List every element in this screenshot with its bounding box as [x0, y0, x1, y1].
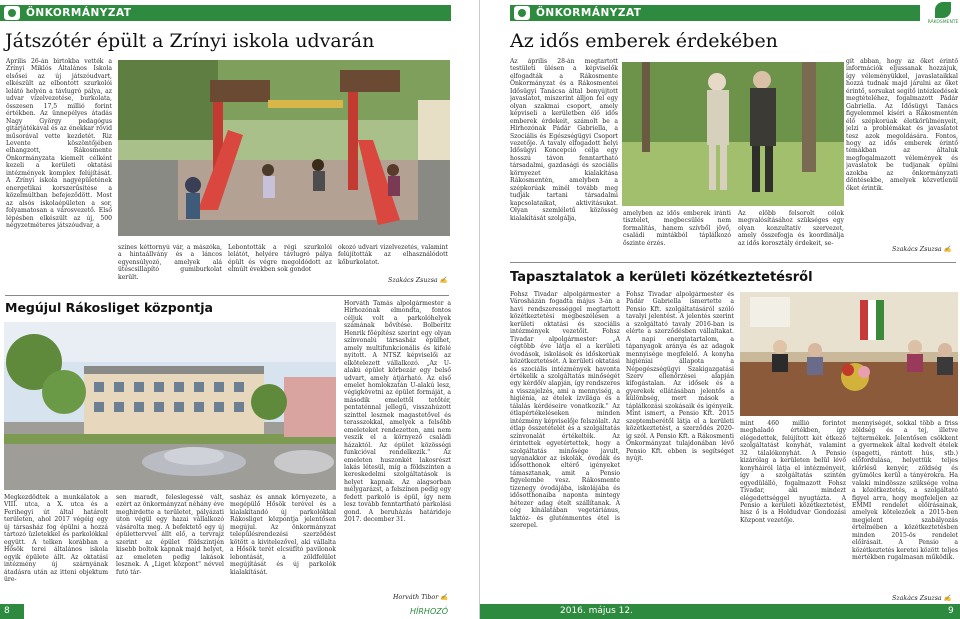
rakosmente-logo [925, 2, 960, 32]
section-banner [0, 5, 451, 21]
section-banner [510, 5, 920, 21]
article2-column-3: sasház és annak környezete, a megépülő Hősök terével és a kialakítandó új parkolókkal Rákosliget központja jelentősen megújul. Az önkormányzat településrendezési szerződést kötött a kivitelezővel, aki vállalta a Hősök terét elcsúfító pavilonok lebontását, a zöldfelület megújítását és új parkolók kialakítását. [230, 494, 336, 576]
footer-bar [480, 604, 960, 619]
divider [5, 295, 449, 296]
logo-text: RÁKOSMENTE [927, 20, 959, 25]
article2-column-1: Megkezdődtek a munkálatok a VIII. utca, a X. utca és a Ferihegyi út által határolt területen, ahol 2017 végéig egy új társasház fog épülni a hozzá tartozó üzletekkel és parkolókkal együtt. A telken korábban a Hősök terei általános iskola egyik épülete állt. Az oktatási intézmény új szárnyának átadásra után az itteni objektum üre- [4, 494, 108, 583]
section-label: ÖNKORMÁNYZAT [26, 7, 132, 19]
article2-column-3: mint 460 millió forintot meghaladó értékben, így elégedettek, felújított két étkező szolgáltatást konyhát, valamint 32 tálalókonyhát. A Pensio kizárólag a kerületen belül lévő konyháiról látja el intézményeit, így a szolgáltatás szintén egyedülálló, fogalmazott Fohsz Tivadar, aki mindezt elégedettséggel nyugtázta. A Pensio a kerületi közétkeztetést, hisz ő is a Holdudvar Gondozási Központ vezetője. [740, 420, 846, 524]
crest-icon [514, 6, 530, 20]
article2-signature: Horváth Tibor ✍ [393, 594, 449, 601]
article2-column-1: Fohsz Tivadar alpolgármester a Városházán fogadta május 3-án a havi rendszerességgel megtartott közétkeztetési megbeszélésen a kerületi oktatási és szociális intézmények vezetőit. Fohsz Tivadar alpolgármester: „A cégtöbb éve látja el a kerületi óvodások, iskolások és időskorúak közétkeztetését. A kerületi oktatási és szociális intézmények havonta értékelik a szolgáltatás minőségét egy kérdőív alapján, így rendszeres a visszajelzés, ami a mennyiség, a higiénia, az ételek ízvilága és a tálalás kérdéseire vonatkozik." Az étlapértékeléseken minden intézmény képviselője felszólalt. Az étlap összetételét és a szolgáltatás színvonalát értékelték. Az érintettek egyetértettek, hogy a szolgáltatás minősége javult, ugyanakkor az iskolák, óvodák és idősotthonok eltérő igényeket támasztanak, amit a Pensio figyelembe vesz. Rákosmente tizenegy óvodájába, iskolájába és idősotthonaiba naponta mintegy hétezer adag ételt szállítanak. A cég kínálatában vegetáriánus, laktóz- és gluténmentes étel is szerepel. [510, 291, 620, 530]
footer-bar [0, 604, 24, 619]
issue-date: 2016. május 12. [560, 606, 633, 616]
leaf-icon [935, 2, 951, 18]
article-column-2: amelyben az idős emberek iránti tisztelet, megbecsülés nem formalitás, hanem szívből jövő, családi mintákból táplálkozó őszinte érzés. [623, 210, 731, 247]
page-number: 9 [948, 606, 954, 616]
divider [510, 262, 956, 263]
article-column-1: Április 26-án birtokba vették a Zrínyi Miklós Általános Iskola elsősei az új játszóudvart, elkészült az elbontott szurkolói lelátó helyén a távlugró pálya, az udvar vízelvezetése, burkolata, összesen 17,5 millió forint értékben. Az ünnepélyes átadás Nagy György pedagógus gitárjátékával és az énekkar rövid műsorával vette kezdetét. Riz Levente köszöntőjében elhangzott, Rákosmente Önkormányzata kiemelt célként kezeli a kerületi oktatási intézmények komplex felújítását. A Zrínyi iskola nagyépületének energetikai korszerűsítése a közelmúltban befejeződött. Most az alsós iskolaépületen a sor, folyamatosan a városvezető. Első lépésben elkészült az új, 500 négyzetméteres játszóudvar, a [6, 58, 112, 229]
article-column-4: gít abban, hogy az őket érintő információk eljussanak hozzájuk, így véleményükkel, javaslataikkal hozzá tudnak majd járulni az őket érintő, sorsukat segítő intézkedések megtételéhez, fogalmazott Pádár Gabriella. Az Idősügyi Tanács figyelemmel kíséri a Rákosmentén élő szépkorúak életkörülményeit, jelzi a problémákat és javaslatot tesz azok megoldására. Fontos, hogy az idős emberek érintő témákban az általuk megfogalmazott vélemények és javaslatok be tudjanak épülni azokba az önkormányzati döntésekbe, amelyek közvetlenül őket érintik. [846, 58, 958, 192]
right-page [480, 0, 960, 619]
article2-title: Tapasztalatok a kerületi közétkeztetésről [510, 270, 813, 285]
article2-title: Megújul Rákosliget központja [5, 300, 213, 315]
section-label: ÖNKORMÁNYZAT [536, 7, 642, 19]
article-column-2: színes kéttornyú vár, a mászóka, a hintaállvány és a láncos egyensúlyozó, amelyek alá ütéscsillapító gumiburkolat került. [118, 244, 222, 281]
article2-column-2: Fohsz Tivadar alpolgármester és Pádár Gabriella ismertette a Pensio Kft. szolgáltatásáról szóló tavalyi jelentést. A jelentés szerint a szolgáltató tavaly 2016-ban is elérte a szerződésben vállaltakat. A napi energiatartalom, a tápanyagok aránya és az adagok mennyisége megfelelő. A konyha higiéniai állapota a Népegészségügyi Szakigazgatási Szerv ellenőrzései alapján kifogástalan. Az idősek és a gyerekek ellátásában jelentős a különbség, mert mások a táplálkozási szokásaik és igényeik. Mint ismert, a Pensio Kft. 2015 szeptemberétől látja el a kerületi közétkeztetést, a szerződés 2020-ig szól. A Pensio Kft. a Rákosmenti Önkormányzat tulajdonában lévő Pensio Kft. ebben is segítséget nyújt. [626, 291, 734, 462]
article-column-1: Az április 28-án megtartott testületi ülésen a képviselők elfogadták a Rákosmente Önkormányzat és a Rákosmentei Idősügyi Tanácsa által benyújtott javaslatot, miszerint álljon fel egy olyan szakmai csoport, amely képviseli a kerületben élő idős emberek érdekeit, számolt be a Hírhozónak Pádár Gabriella, a Szociális és Egészségügyi Csoport vezetője. A tavaly elfogadott helyi Idősügyi Koncepció célja egy hosszú távon fenntartható társadalmi, gazdasági és szociális környezet kialakítása Rákosmentén, amelyben a szépkorúak minél tovább meg tudják tartani társadalmi kapcsolataikat, aktivitásukat. Olyan szemléletű közösség kialakítását szolgálja, [510, 58, 618, 222]
article-signature: Szakács Zsuzsa ✍ [388, 277, 448, 284]
article2-signature: Szakács Zsuzsa ✍ [892, 595, 952, 602]
meeting-photo [740, 292, 958, 416]
page-number: 8 [4, 606, 10, 616]
article2-column-4: Horváth Tamás alpolgármester a Hírhozónak elmondta, fontos céljuk volt a parkolóhelyek számának bővítése. Bolberitz Henrik főépítész szerint egy olyan színvonalú társasház épülhet, amely multifunkcionális és kifelé nyitott. A NTSZ képviselői az elkötelezett vállalkozó. „Az U-alakú épület körbezár egy belső udvart, amely átjárható. Az első emelet homlokzatán U-alakú lesz, végigkövetni az épület formáját, a második emelettől tetőtér, pentaténnal jellegű, visszahúzott szinttel lesznek magastetővel és terasszokkal, amelyek a felsőbb emeleteket rendezetten, ami nem veszik el a környező családi házaktól. Az épület közösségi funkcióval rendelkezik." Az emeleten huszonkét lakosrészt lakás létesül, míg a földszinten a kereskedelmi szolgáltatások is helyet kapnak. Az alagsorban mélygarázst, a felszínen pedig egy fedett parkoló is épül, így nem lesz tovább fenntartható parkolási gond. A beruházás határideje 2017. december 31. [344, 300, 451, 524]
article-title: Az idős emberek érdekében [510, 30, 778, 52]
building-rendering-photo [4, 322, 336, 490]
elderly-couple-photo [622, 62, 844, 206]
article-column-3: Lebontották a régi szurkolói lelátót, helyére távlugró pálya épült és végre megoldódott az elmúlt években sok gondot [228, 244, 332, 274]
article-signature: Szakács Zsuzsa ✍ [892, 246, 952, 253]
article-column-3: Az előbb felsorolt célok megvalósításához szükséges egy olyan konzultatív szervezet, amely összefogja és koordinálja az idős korosztály érdekeit, se- [738, 210, 844, 247]
magazine-name: HÍRHOZÓ [410, 607, 449, 616]
crest-icon [4, 6, 20, 20]
article2-column-4: mennyiségét, sokkal több a friss zöldség és a tej, illetve tejtermékek. Jelentősen csökkent a gyermekek által kedvelt ételek (spagetti, rántott hús, stb.) előfordulása, helyettük teljes kiőrlésű kenyér, zöldség és gyümölcs kerül a tányérokra. Ha valaki mindössze szüksége volna a közétkeztetés, a szolgáltató figyel arra, hogy megfeleljen az EMMI rendelet előírásainak, amelyek kötelezőek a 2015-ben megjelent szabályozás értelmében a közétkeztetésben minden 2015-ös rendelet előírásait. A Pensio a közétkeztetés keretei között teljes mértékben rugalmasan működik. [852, 420, 958, 562]
article-column-4: okozó udvari vízelvezetés, valamint felújították az elhasználódott kőburkolatot. [338, 244, 448, 266]
article2-column-2: sen maradt, feleslegessé vált, ezért az önkormányzat néhány éve meghirdette a területet, pályázati úton végül egy hazai vállalkozó vásárolta meg. A befektető egy új épülettervvel állt elő, a tervrajz szerint az épület földszintjén kisebb boltok kapnak majd helyet, az emeleten pedig lakások lesznek. A „Liget központ" névvel futó tár- [116, 494, 224, 576]
article-title: Játszótér épült a Zrínyi iskola udvarán [5, 30, 375, 52]
playground-photo [118, 60, 450, 236]
